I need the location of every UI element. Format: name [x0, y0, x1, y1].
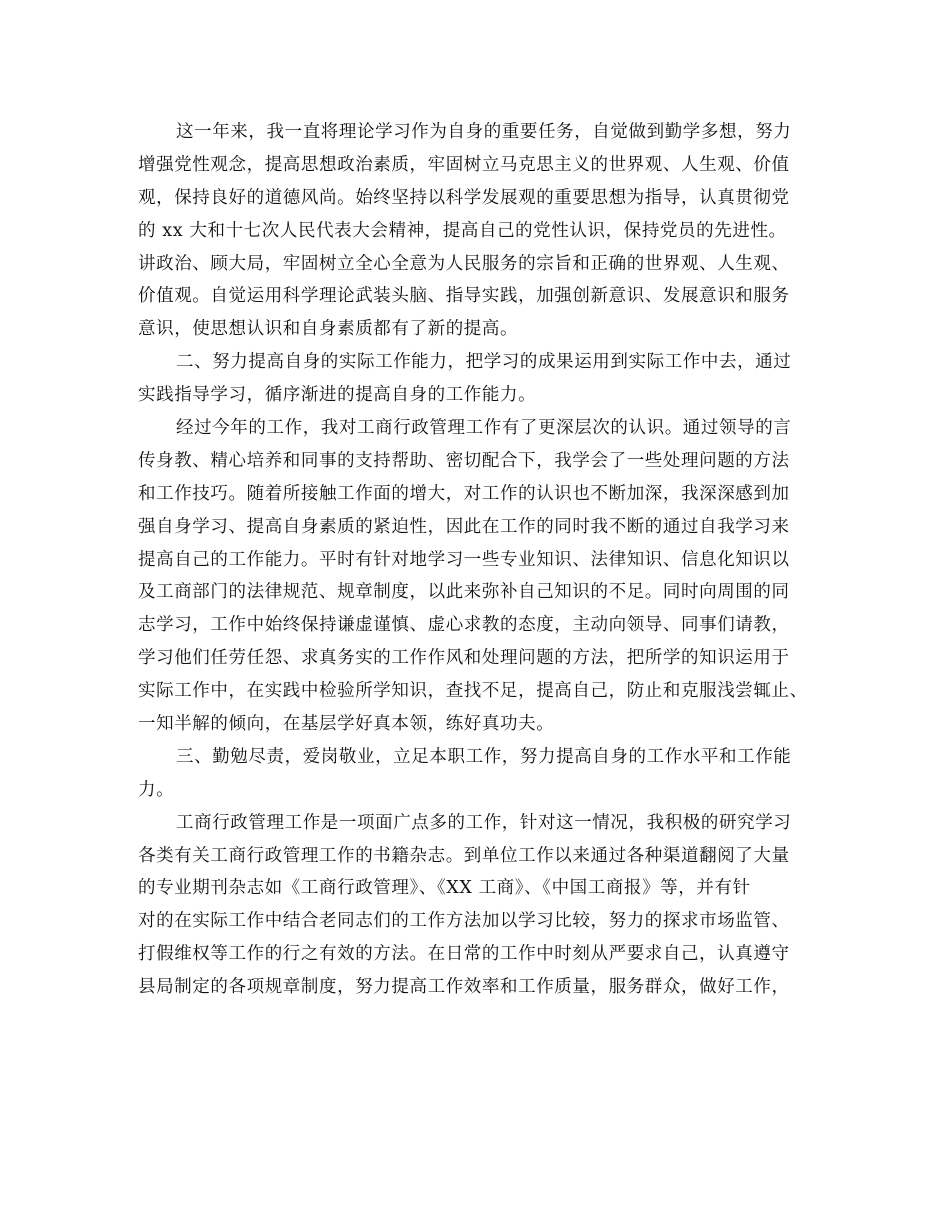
paragraph-2-line-3: 和工作技巧。随着所接触工作面的增大，对工作的认识也不断加深，我深深感到加 [138, 483, 790, 504]
paragraph-3-line-5: 打假维权等工作的行之有效的方法。在日常的工作中时刻从严要求自己，认真遵守 [138, 944, 790, 965]
paragraph-2-line-6: 及工商部门的法律规范、规章制度，以此来弥补自己知识的不足。同时向周围的同 [138, 582, 790, 603]
paragraph-3-line-4: 对的在实际工作中结合老同志们的工作方法加以学习比较，努力的探求市场监管、 [138, 911, 790, 932]
section-heading-3-line-2: 力。 [138, 779, 175, 800]
paragraph-2-line-10: 一知半解的倾向，在基层学好真本领，练好真功夫。 [138, 714, 555, 735]
paragraph-2-line-7: 志学习，工作中始终保持谦虚谨慎、虚心求教的态度，主动向领导、同事们请教， [138, 615, 790, 636]
paragraph-1-line-4: 的 xx 大和十七次人民代表大会精神，提高自己的党性认识，保持党员的先进性。 [138, 220, 787, 241]
paragraph-2-line-8: 学习他们任劳任怨、求真务实的工作作风和处理问题的方法，把所学的知识运用于 [138, 648, 790, 669]
paragraph-3-line-2: 各类有关工商行政管理工作的书籍杂志。到单位工作以来通过各种渠道翻阅了大量 [138, 845, 790, 866]
section-heading-2-line-2: 实践指导学习，循序渐进的提高自身的工作能力。 [138, 385, 537, 406]
paragraph-3-line-6: 县局制定的各项规章制度，努力提高工作效率和工作质量，服务群众，做好工作， [138, 977, 790, 998]
paragraph-1-line-3: 观，保持良好的道德风尚。始终坚持以科学发展观的重要思想为指导，认真贯彻党 [138, 187, 790, 208]
paragraph-1-line-5: 讲政治、顾大局，牢固树立全心全意为人民服务的宗旨和正确的世界观、人生观、 [138, 253, 790, 274]
section-heading-3-line-1: 三、勤勉尽责，爱岗敬业，立足本职工作，努力提高自身的工作水平和工作能 [176, 746, 792, 767]
paragraph-2-line-1: 经过今年的工作，我对工商行政管理工作有了更深层次的认识。通过领导的言 [176, 418, 792, 439]
paragraph-2-line-5: 提高自己的工作能力。平时有针对地学习一些专业知识、法律知识、信息化知识以 [138, 549, 790, 570]
section-heading-2-line-1: 二、努力提高自身的实际工作能力，把学习的成果运用到实际工作中去，通过 [176, 352, 792, 373]
paragraph-1-line-2: 增强党性观念，提高思想政治素质，牢固树立马克思主义的世界观、人生观、价值 [138, 154, 790, 175]
paragraph-2-line-2: 传身教、精心培养和同事的支持帮助、密切配合下，我学会了一些处理问题的方法 [138, 450, 790, 471]
paragraph-2-line-9: 实际工作中，在实践中检验所学知识，查找不足，提高自己，防止和克服浅尝辄止、 [138, 681, 808, 702]
paragraph-2-line-4: 强自身学习、提高自身素质的紧迫性，因此在工作的同时我不断的通过自我学习来 [138, 516, 790, 537]
document-body [138, 116, 822, 1004]
paragraph-1-line-6: 价值观。自觉运用科学理论武装头脑、指导实践，加强创新意识、发展意识和服务 [138, 286, 790, 307]
paragraph-1-line-1: 这一年来，我一直将理论学习作为自身的重要任务，自觉做到勤学多想，努力 [176, 122, 792, 142]
paragraph-3-line-3: 的专业期刊杂志如《工商行政管理》、《XX 工商》、《中国工商报》等，并有针 [138, 878, 751, 899]
paragraph-1-line-7: 意识，使思想认识和自身素质都有了新的提高。 [138, 319, 519, 340]
paragraph-3-line-1: 工商行政管理工作是一项面广点多的工作，针对这一情况，我积极的研究学习 [176, 812, 792, 833]
